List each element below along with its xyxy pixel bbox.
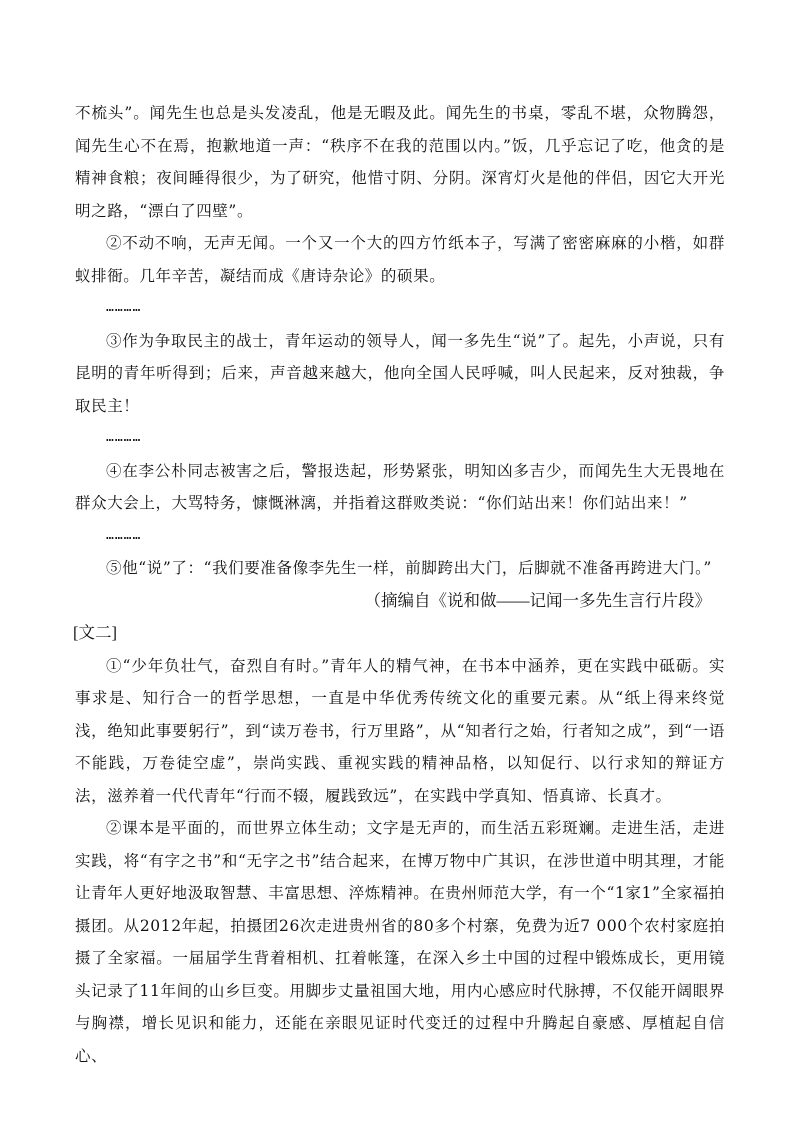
text1-paragraph-4: ④在李公朴同志被害之后，警报迭起，形势紧张，明知凶多吉少，而闻先生大无畏地在群众大会上，大骂特务，慷慨淋漓，并指着这群败类说：“你们站出来！你们站出来！”: [75, 461, 725, 512]
document-body: [75, 97, 725, 1072]
text1-continuation-paragraph: 不梳头”。闻先生也总是头发凌乱，他是无暇及此。闻先生的书桌，零乱不堪，众物腾怨，闻先生心不在焉，抱歉地道一声：“秩序不在我的范围以内。”饭，几乎忘记了吃，他贪的是精神食粮；夜间睡得很少，为了研究，他惜寸阴、分阴。深宵灯火是他的伴侣，因它大开光明之路，“漂白了四壁”。: [75, 104, 725, 220]
text2-section-label: [文二]: [73, 623, 117, 642]
ellipsis-line: …………: [106, 430, 142, 445]
text1-paragraph-2: ②不动不响，无声无闻。一个又一个大的四方竹纸本子，写满了密密麻麻的小楷，如群蚁排衙。几年辛苦，凝结而成《唐诗杂论》的硕果。: [75, 234, 725, 285]
ellipsis-line: …………: [106, 527, 142, 543]
text1-source-citation: （摘编自《说和做——记闻一多先生言行片段》: [364, 590, 711, 610]
text2-paragraph-2: ②课本是平面的，而世界立体生动；文字是无声的，而生活五彩斑斓。走进生活，走进实践，将“有字之书”和“无字之书”结合起来，在博万物中广其识，在涉世道中明其理，才能让青年人更好地汲取智慧、丰富思想、淬炼精神。在贵州师范大学，有一个“1家1”全家福拍摄团。从2012年起，拍摄团26次走进贵州省的80多个村寨，免费为近7 000个农村家庭拍摄了全家福。一届届学生背着相机、扛着帐篷，在深入乡土中国的过程中锻炼成长，更用镜头记录了11年间的山乡巨变。用脚步丈量祖国大地，用内心感应时代脉搏，不仅能开阔眼界与胸襟，增长见识和能力，还能在亲眼见证时代变迁的过程中升腾起自豪感、厚植起自信心、: [75, 819, 725, 1065]
text1-paragraph-5: ⑤他“说”了：“我们要准备像李先生一样，前脚跨出大门，后脚就不准备再跨进大门。”: [106, 559, 712, 577]
text1-paragraph-3: ③作为争取民主的战士，青年运动的领导人，闻一多先生“说”了。起先，小声说，只有昆明的青年听得到；后来，声音越来越大，他向全国人民呼喊，叫人民起来，反对独裁，争取民主！: [75, 331, 725, 415]
text2-paragraph-1: ①“少年负壮气，奋烈自有时。”青年人的精气神，在书本中涵养，更在实践中砥砺。实事求是、知行合一的哲学思想，一直是中华优秀传统文化的重要元素。从“纸上得来终觉浅，绝知此事要躬行”，到“读万卷书，行万里路”，从“知者行之始，行者知之成”，到“一语不能践，万卷徒空虚”，崇尚实践、重视实践的精神品格，以知促行、以行求知的辩证方法，滋养着一代代青年“行而不辍，履践致远”，在实践中学真知、悟真谛、长真才。: [75, 656, 725, 805]
ellipsis-line: …………: [106, 300, 142, 315]
